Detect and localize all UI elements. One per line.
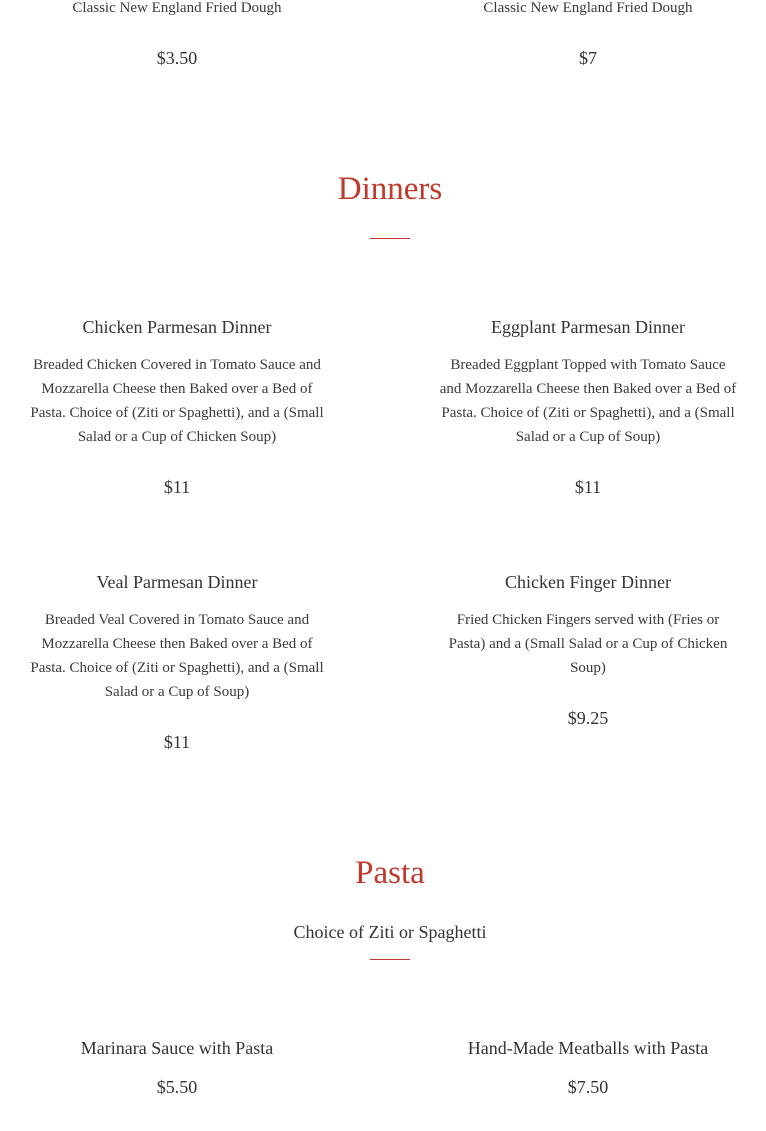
menu-item-title: Hand-Made Meatballs with Pasta (467, 1038, 709, 1058)
menu-item-price: $9.25 (567, 708, 609, 728)
section-divider (370, 238, 410, 239)
fried-dough-small-description: Classic New England Fried Dough (72, 0, 282, 16)
fried-dough-large-price: $7 (579, 48, 597, 68)
menu-item-description: Breaded Chicken Covered in Tomato Sauce and Mozzarella Cheese then Baked over a Bed of Pasta. Choice of (Ziti or Spaghetti), and a (Small Salad or a Cup of Chicken Soup) (30, 357, 324, 445)
menu-item-description: Breaded Eggplant Topped with Tomato Sauce and Mozzarella Cheese then Baked over a Bed of Pasta. Choice of (Ziti or Spaghetti), and a (Small Salad or a Cup of Soup) (439, 357, 737, 445)
menu-item-description: Fried Chicken Fingers served with (Fries or Pasta) and a (Small Salad or a Cup of Chicken Soup) (448, 612, 728, 676)
menu-item-title: Eggplant Parmesan Dinner (491, 317, 685, 337)
section-title-dinners: Dinners (337, 171, 443, 207)
section-subtitle-pasta: Choice of Ziti or Spaghetti (293, 922, 487, 942)
menu-item-price: $11 (574, 477, 602, 497)
fried-dough-large-description: Classic New England Fried Dough (483, 0, 693, 16)
menu-item-price: $7.50 (567, 1077, 609, 1097)
section-divider (370, 959, 410, 960)
menu-item-description: Breaded Veal Covered in Tomato Sauce and Mozzarella Cheese then Baked over a Bed of Pasta. Choice of (Ziti or Spaghetti), and a (Small Salad or a Cup of Soup) (30, 612, 324, 700)
fried-dough-small-price: $3.50 (156, 48, 198, 68)
menu-item-price: $11 (163, 477, 191, 497)
menu-item-title: Marinara Sauce with Pasta (80, 1038, 274, 1058)
menu-item-price: $11 (163, 732, 191, 752)
menu-item-title: Chicken Parmesan Dinner (82, 317, 272, 337)
menu-item-title: Chicken Finger Dinner (505, 572, 671, 592)
section-title-pasta: Pasta (355, 855, 425, 891)
menu-item-title: Veal Parmesan Dinner (96, 572, 258, 592)
menu-item-price: $5.50 (156, 1077, 198, 1097)
